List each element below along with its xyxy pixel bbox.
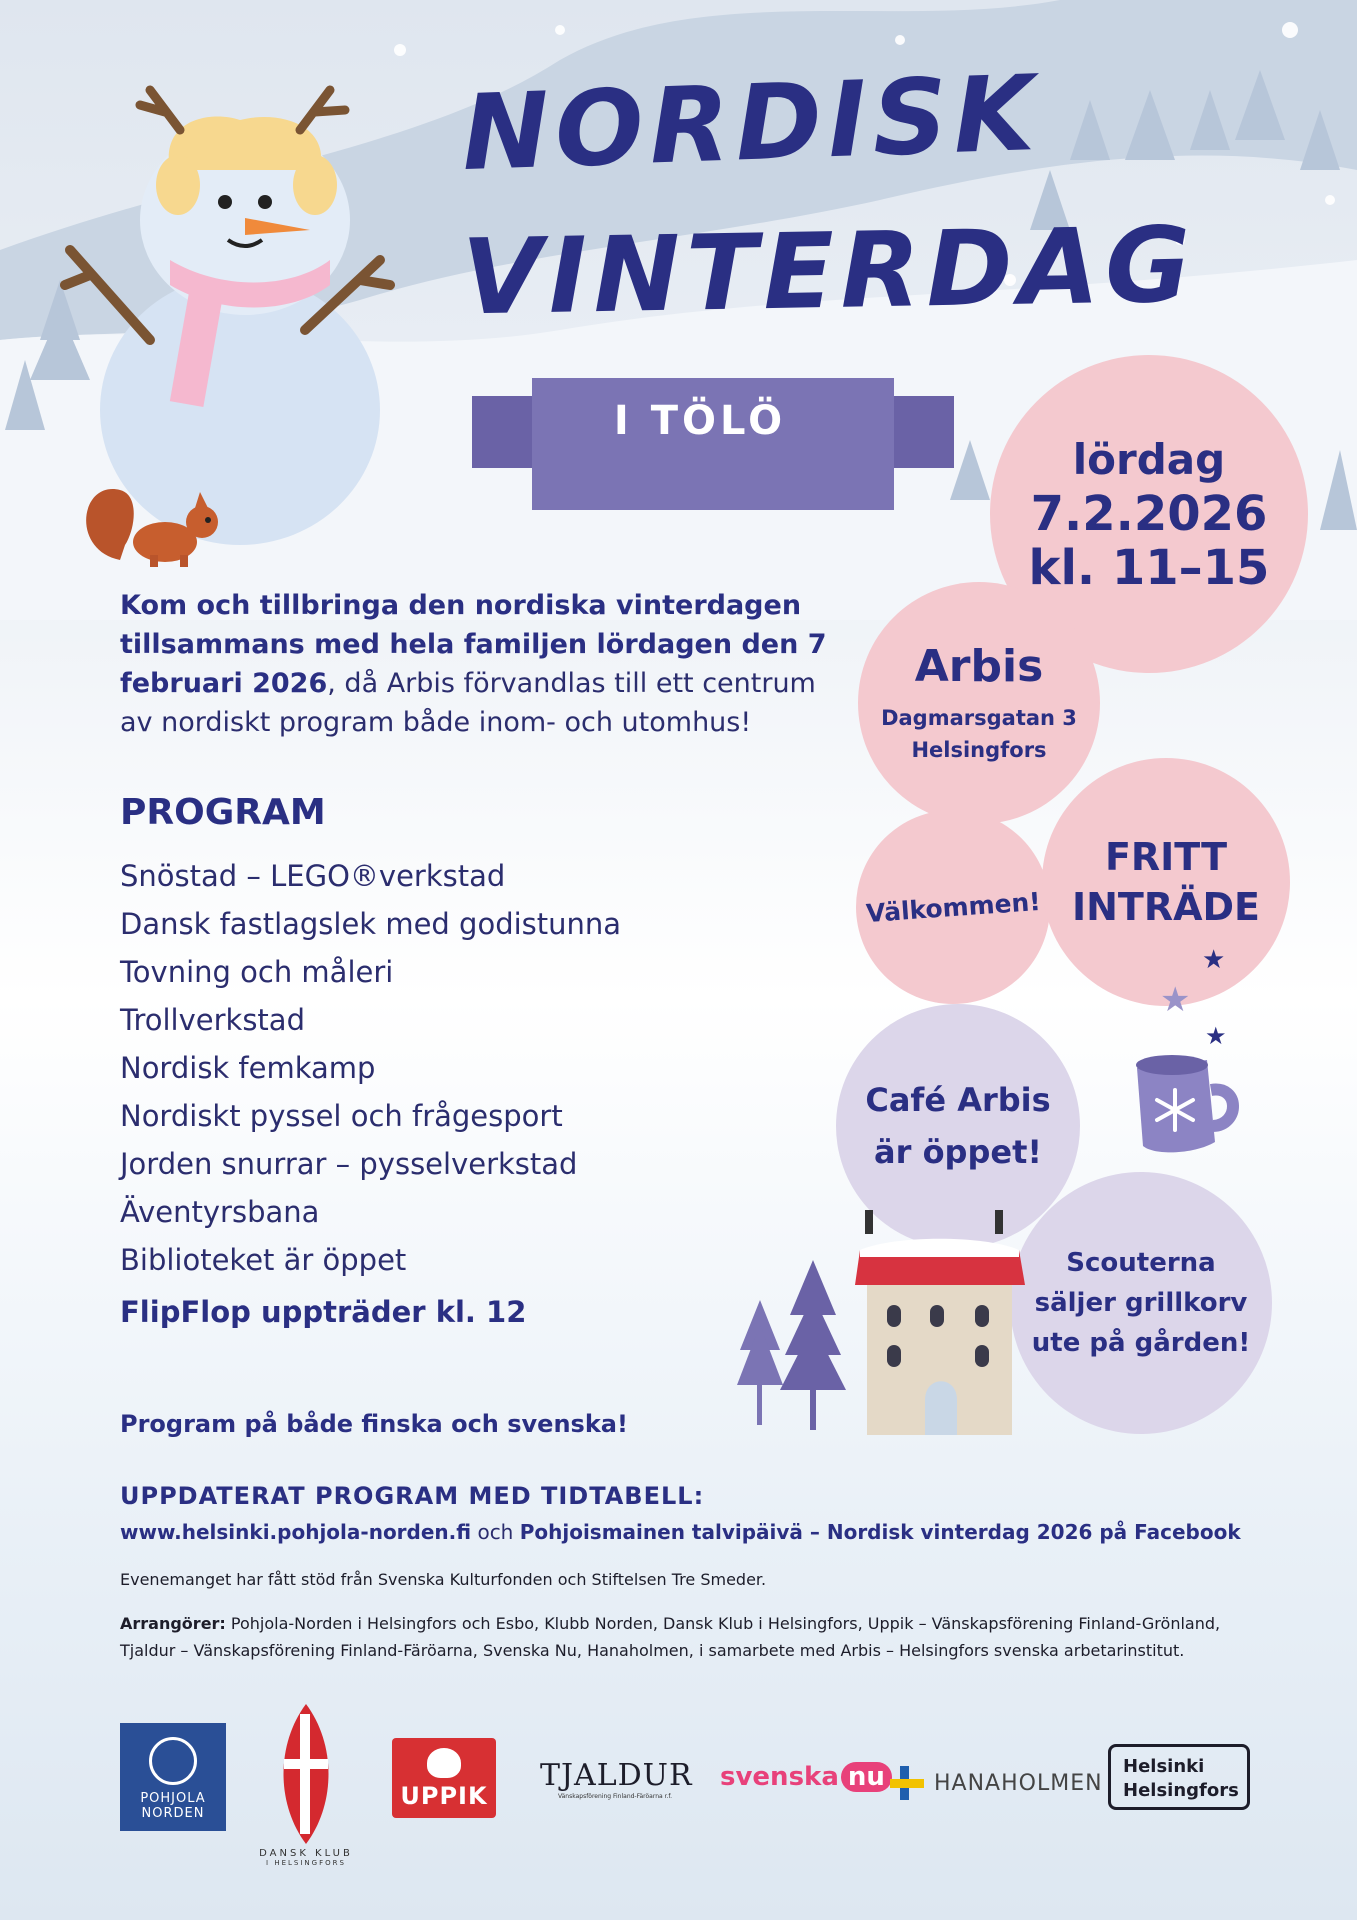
intro-rest: , då Arbis förvandlas till ett centrum av nordiskt program både inom- och utomhus! xyxy=(120,668,816,738)
hanaholmen-text: HANAHOLMEN xyxy=(934,1770,1103,1796)
helsinki-line-2: Helsingfors xyxy=(1123,1780,1239,1801)
updated-och: och xyxy=(471,1520,520,1544)
free-entry-line-1: FRITT xyxy=(1104,835,1228,879)
program-item: Nordisk femkamp xyxy=(120,1051,376,1085)
scouts-line-2: säljer grillkorv xyxy=(1034,1288,1248,1318)
scouts-line-3: ute på gården! xyxy=(1031,1328,1251,1358)
program-list xyxy=(120,852,621,1336)
date-time: kl. 11–15 xyxy=(1028,540,1270,596)
helsinki-logo xyxy=(1108,1744,1250,1810)
program-item: Trollverkstad xyxy=(120,1003,305,1037)
pohjola-norden-logo xyxy=(120,1723,226,1831)
hanaholmen-logo xyxy=(888,1764,1103,1802)
tjaldur-logo xyxy=(540,1758,693,1800)
dansk-klub-logo xyxy=(248,1704,364,1874)
tjaldur-text: TJALDUR xyxy=(540,1758,693,1793)
venue-street: Dagmarsgatan 3 xyxy=(881,705,1077,730)
helsinki-line-1: Helsinki xyxy=(1123,1756,1205,1777)
cafe-line-1: Café Arbis xyxy=(865,1081,1051,1119)
website-link[interactable]: www.helsinki.pohjola-norden.fi xyxy=(120,1520,472,1544)
organizers-list: Pohjola-Norden i Helsingfors och Esbo, Klubb Norden, Dansk Klub i Helsingfors, Uppik – Vänskapsförening Finland-Grönland, Tjaldur – Vänskapsförening Finland-Färöarna, Svenska Nu, Hanaholmen, i samarbete med Arbis – Helsingfors svenska arbetarinstitut. xyxy=(120,1614,1221,1660)
mug-icon xyxy=(1125,1050,1240,1160)
intro-bold: Kom och tillbringa den nordiska vinterdagen tillsammans med hela familjen lördagen den 7 februari 2026 xyxy=(120,590,827,699)
scouts-line-1: Scouterna xyxy=(1066,1248,1216,1278)
welcome-text: Välkommen! xyxy=(864,886,1042,928)
star-icon: ★ xyxy=(1205,1022,1227,1050)
program-item: Jorden snurrar – pysselverkstad xyxy=(120,1147,578,1181)
date-day: lördag xyxy=(1072,435,1226,484)
free-entry-circle xyxy=(1042,758,1290,1006)
program-item: Äventyrsbana xyxy=(120,1195,320,1229)
uppik-text: UPPIK xyxy=(400,1782,488,1810)
venue-name: Arbis xyxy=(914,640,1044,692)
title-line-1: NORDISK xyxy=(460,51,1042,195)
facebook-link[interactable]: Pohjoismainen talvipäivä – Nordisk vinterdag 2026 på Facebook xyxy=(519,1520,1241,1544)
program-item: Tovning och måleri xyxy=(120,955,394,989)
nu-badge: nu xyxy=(841,1762,892,1792)
support-note: Evenemanget har fått stöd från Svenska Kulturfonden och Stiftelsen Tre Smeder. xyxy=(120,1570,767,1589)
cafe-line-2: är öppet! xyxy=(874,1133,1042,1171)
squirrel-illustration xyxy=(80,470,230,570)
venue-circle xyxy=(858,582,1100,824)
svenska-text: svenska xyxy=(720,1762,839,1792)
program-item: Dansk fastlagslek med godistunna xyxy=(120,907,622,941)
program-item: Snöstad – LEGO®verkstad xyxy=(120,859,506,893)
pohjola-line-2: NORDEN xyxy=(141,1806,205,1821)
house-illustration xyxy=(735,1205,1025,1435)
uppik-logo xyxy=(392,1738,496,1818)
program-item: Biblioteket är öppet xyxy=(120,1243,407,1277)
program-highlight: FlipFlop uppträder kl. 12 xyxy=(120,1295,527,1329)
globe-icon xyxy=(149,1737,197,1785)
ribbon-label: I TÖLÖ xyxy=(613,398,787,444)
program-heading: PROGRAM xyxy=(120,792,326,833)
svenska-nu-logo xyxy=(720,1762,892,1792)
star-icon: ★ xyxy=(1160,980,1191,1020)
star-icon: ★ xyxy=(1202,945,1226,975)
organizers-label: Arrangörer: xyxy=(120,1614,226,1633)
dansk-klub-emblem xyxy=(276,1704,336,1844)
intro-paragraph xyxy=(120,586,840,742)
free-entry-line-2: INTRÄDE xyxy=(1071,885,1261,929)
welcome-circle xyxy=(856,810,1050,1004)
updated-heading: UPPDATERAT PROGRAM MED TIDTABELL: xyxy=(120,1482,705,1510)
dansk-line-2: I HELSINGFORS xyxy=(266,1859,346,1867)
updated-line xyxy=(120,1520,1241,1544)
owl-icon xyxy=(427,1748,461,1778)
dansk-line-1: DANSK KLUB xyxy=(259,1848,353,1859)
hanaholmen-cross-icon xyxy=(888,1764,926,1802)
language-note: Program på både finska och svenska! xyxy=(120,1410,628,1438)
date-date: 7.2.2026 xyxy=(1030,486,1268,542)
pohjola-line-1: POHJOLA xyxy=(140,1791,206,1806)
scouts-circle xyxy=(1010,1172,1272,1434)
program-item: Nordiskt pyssel och frågesport xyxy=(120,1099,563,1133)
organizers-text xyxy=(120,1610,1250,1664)
venue-city: Helsingfors xyxy=(911,737,1047,762)
title-line-2: VINTERDAG xyxy=(460,203,1198,339)
tjaldur-subtext: Vänskapsförening Finland-Färöarna r.f. xyxy=(557,1793,673,1800)
